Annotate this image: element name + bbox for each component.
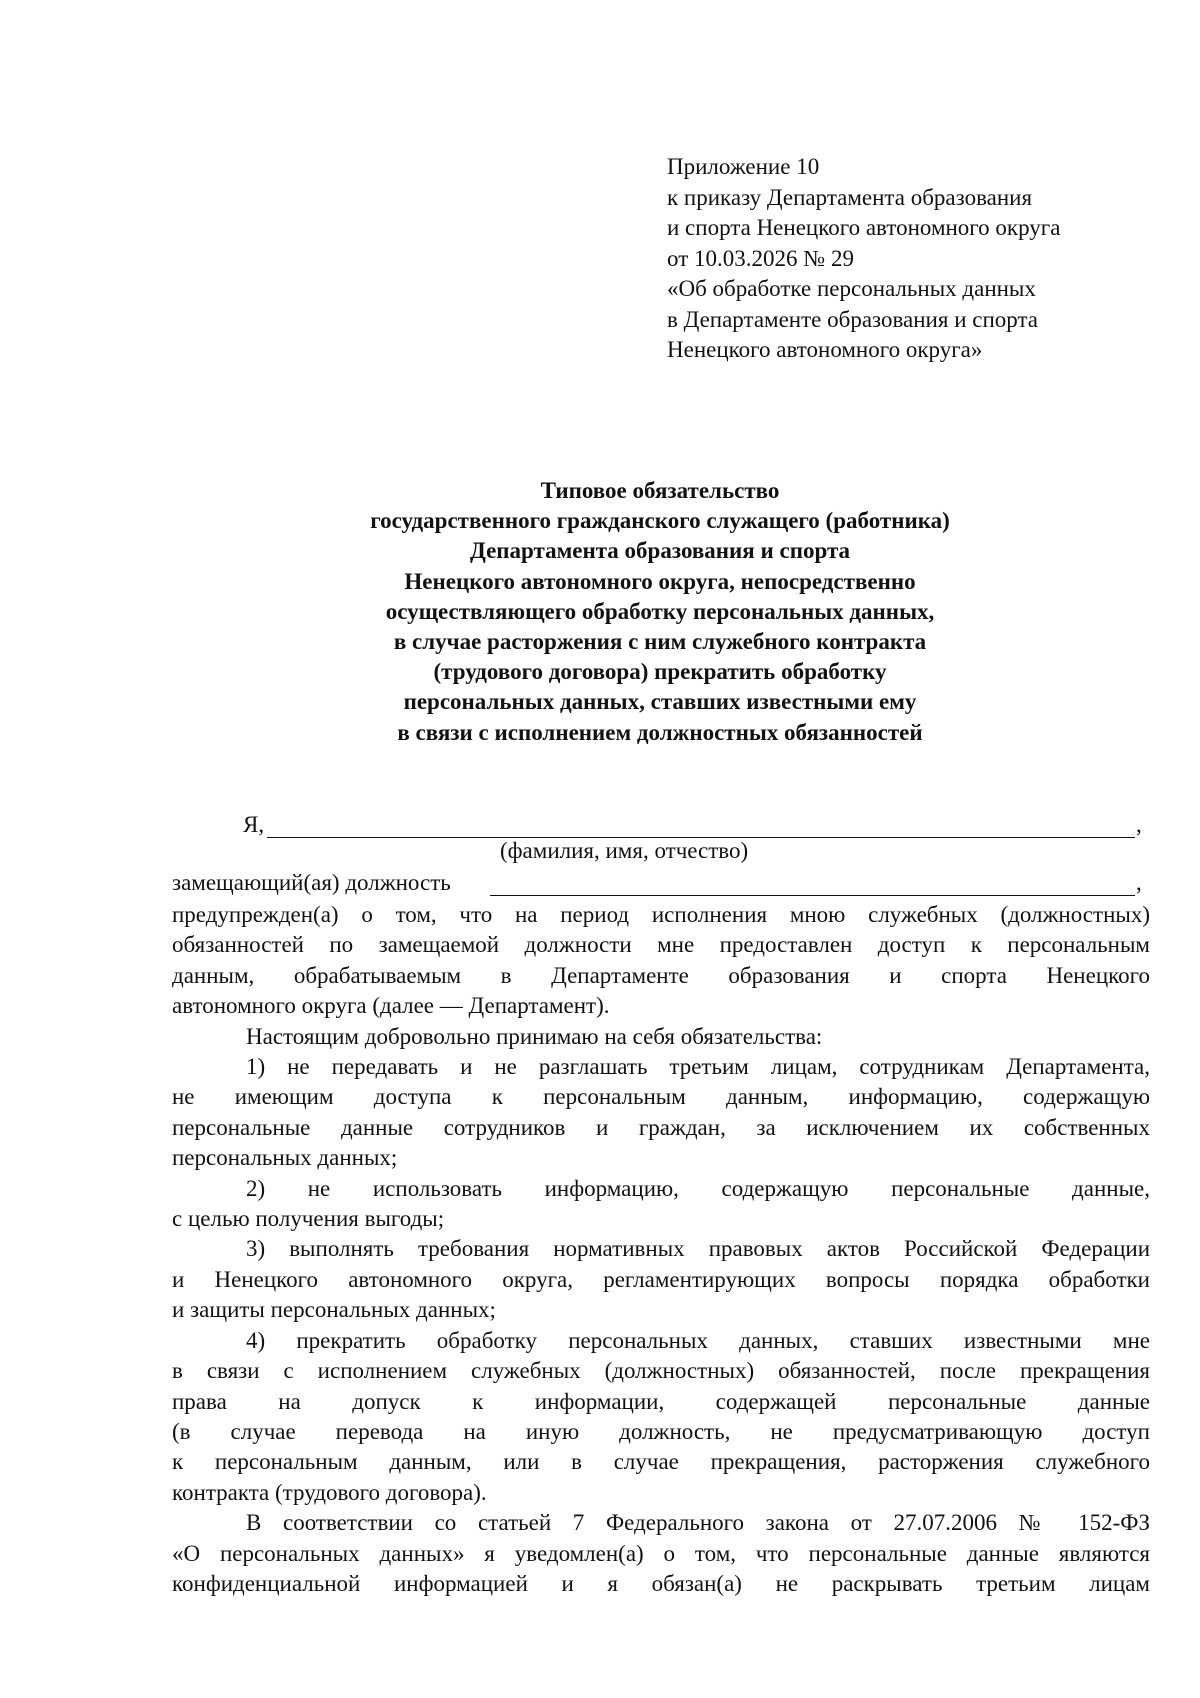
title-line: в случае расторжения с ним служебного контракта [393, 629, 927, 655]
comma: , [1136, 870, 1142, 895]
position-blank[interactable] [490, 895, 1135, 896]
body-line: обязанностей по замещаемой должности мне предоставлен доступ к персональным [172, 932, 1150, 958]
comma: , [1136, 812, 1142, 837]
title-line: Департамента образования и спорта [469, 538, 851, 564]
appendix-line: Приложение 10 [667, 154, 820, 179]
body-line: персональных данных; [172, 1145, 398, 1171]
title-line: осуществляющего обработку персональных данных, [385, 598, 935, 624]
body-line: Настоящим добровольно принимаю на себя обязательства: [246, 1023, 823, 1049]
appendix-header [667, 152, 1147, 366]
body-line: конфиденциальной информацией и я обязан(а) не раскрывать третьим лицам [172, 1570, 1150, 1596]
title-line: Типовое обязательство [540, 478, 780, 503]
appendix-line: в Департаменте образования и спорта [667, 306, 1039, 332]
body-line: и защиты персональных данных; [172, 1297, 496, 1323]
body-line: к персональным данным, или в случае прекращения, расторжения служебного [172, 1449, 1150, 1475]
appendix-line: и спорта Ненецкого автономного округа [667, 215, 1061, 240]
body-line: и Ненецкого автономного округа, регламентирующих вопросы порядка обработки [172, 1266, 1150, 1292]
title-line: Ненецкого автономного округа, непосредственно [404, 568, 916, 594]
title-line: в связи с исполнением должностных обязанностей [397, 719, 923, 745]
body-line: 2) не использовать информацию, содержащую персональные данные, [246, 1175, 1150, 1201]
document-title [150, 476, 1170, 748]
body-line: автономного округа (далее — Департамент). [172, 993, 610, 1019]
position-row [172, 870, 1150, 902]
full-name-hint: (фамилия, имя, отчество) [500, 838, 749, 863]
body-line: В соответствии со статьей 7 Федерального закона от 27.07.2006 № 152-ФЗ [246, 1510, 1150, 1536]
body-line: данным, обрабатываемым в Департаменте образования и спорта Ненецкого [172, 962, 1150, 988]
body-line: (в случае перевода на иную должность, не предусматривающую доступ [172, 1418, 1150, 1444]
body-line: права на допуск к информации, содержащей персональные данные [172, 1388, 1150, 1414]
appendix-line: «Об обработке персональных данных [667, 276, 1036, 301]
appendix-line: Ненецкого автономного округа» [667, 337, 983, 362]
i-label: Я, [243, 812, 265, 837]
title-line: (трудового договора) прекратить обработку [433, 659, 887, 685]
title-line: персональных данных, ставших известными ему [403, 689, 917, 715]
appendix-line: от 10.03.2026 № 29 [667, 245, 854, 271]
body-line: с целью получения выгоды; [172, 1206, 445, 1232]
document-body [172, 900, 1150, 1599]
body-line: не имеющим доступа к персональным данным, информацию, содержащую [172, 1084, 1150, 1110]
body-line: контракта (трудового договора). [172, 1479, 487, 1505]
body-line: 4) прекратить обработку персональных данных, ставших известными мне [246, 1327, 1150, 1353]
body-line: 1) не передавать и не разглашать третьим лицам, сотрудникам Департамента, [246, 1054, 1150, 1080]
appendix-line: к приказу Департамента образования [667, 184, 1033, 210]
body-line: предупрежден(а) о том, что на период исполнения мною служебных (должностных) [172, 902, 1150, 927]
body-line: персональные данные сотрудников и граждан, за исключением их собственных [172, 1114, 1150, 1140]
body-line: «О персональных данных» я уведомлен(а) о том, что персональные данные являются [172, 1540, 1150, 1566]
body-line: в связи с исполнением служебных (должностных) обязанностей, после прекращения [172, 1358, 1150, 1384]
title-line: государственного гражданского служащего (работника) [370, 508, 950, 534]
body-line: 3) выполнять требования нормативных правовых актов Российской Федерации [246, 1236, 1150, 1262]
position-label: замещающий(ая) должность [172, 870, 451, 895]
